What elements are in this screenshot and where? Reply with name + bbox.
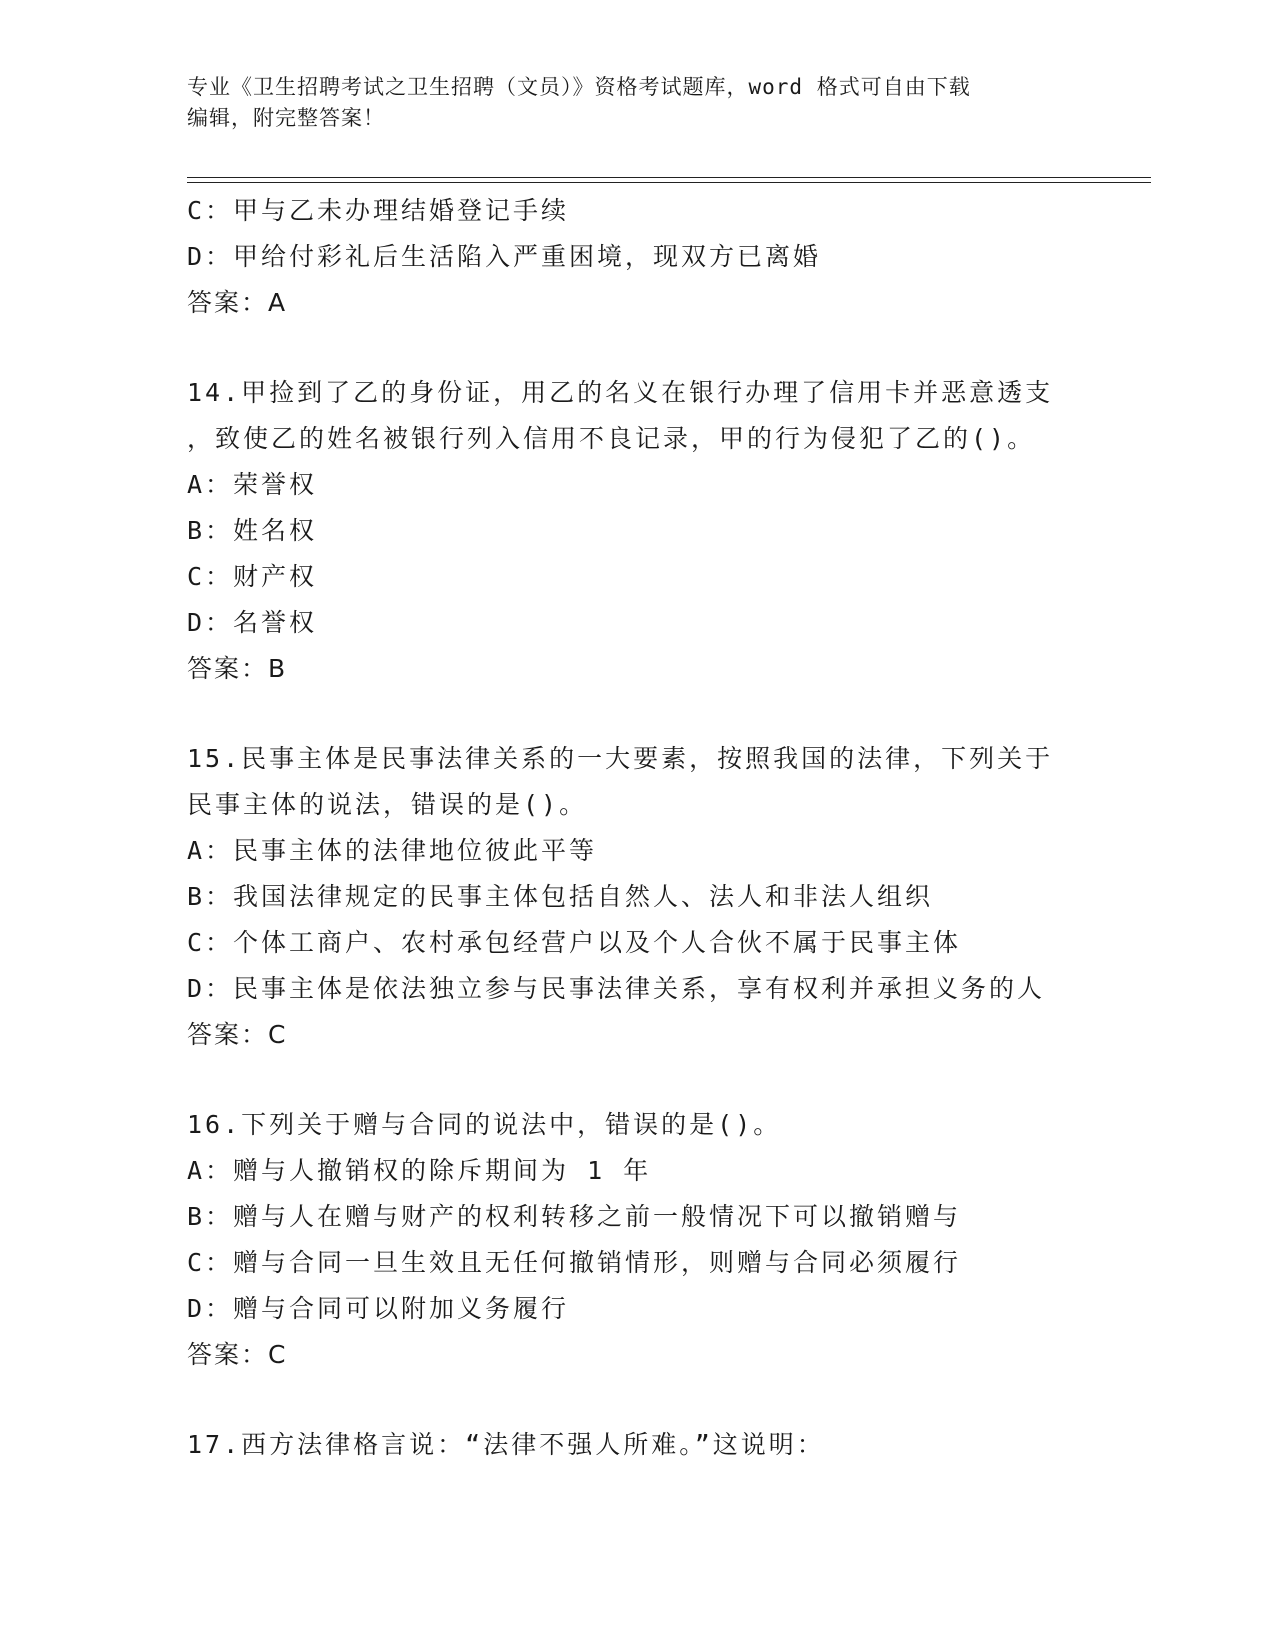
option-c: C：赠与合同一旦生效且无任何撤销情形，则赠与合同必须履行 bbox=[187, 1248, 962, 1277]
option-d: D：民事主体是依法独立参与民事法律关系，享有权利并承担义务的人 bbox=[187, 974, 1046, 1003]
question-stem: 15.民事主体是民事法律关系的一大要素，按照我国的法律，下列关于 bbox=[187, 744, 1054, 773]
header-divider-bottom bbox=[187, 182, 1151, 183]
option-a: A：荣誉权 bbox=[187, 470, 318, 499]
option-c: C：财产权 bbox=[187, 562, 318, 591]
question-stem: 16.下列关于赠与合同的说法中，错误的是()。 bbox=[187, 1110, 782, 1139]
question-list bbox=[187, 188, 1107, 1468]
option-b: B：姓名权 bbox=[187, 516, 318, 545]
option-d: D：名誉权 bbox=[187, 608, 318, 637]
question-stem-cont: ，致使乙的姓名被银行列入信用不良记录，甲的行为侵犯了乙的()。 bbox=[187, 424, 1036, 453]
header-line-1: 专业《卫生招聘考试之卫生招聘（文员）》资格考试题库，word 格式可自由下载 bbox=[187, 75, 971, 99]
question-15 bbox=[187, 736, 1107, 1058]
option-c: C：个体工商户、农村承包经营户以及个人合伙不属于民事主体 bbox=[187, 928, 962, 957]
option-d: D：赠与合同可以附加义务履行 bbox=[187, 1294, 570, 1323]
option-b: B：我国法律规定的民事主体包括自然人、法人和非法人组织 bbox=[187, 882, 934, 911]
document-header bbox=[187, 72, 1087, 134]
option-a: A：民事主体的法律地位彼此平等 bbox=[187, 836, 598, 865]
question-16 bbox=[187, 1102, 1107, 1378]
question-17 bbox=[187, 1422, 1107, 1468]
header-line-2: 编辑，附完整答案！ bbox=[187, 106, 385, 130]
header-divider-top bbox=[187, 177, 1151, 178]
option-d: D：甲给付彩礼后生活陷入严重困境，现双方已离婚 bbox=[187, 242, 822, 271]
question-13 bbox=[187, 188, 1107, 326]
question-stem-cont: 民事主体的说法，错误的是()。 bbox=[187, 790, 588, 819]
question-stem: 17.西方法律格言说：“法律不强人所难。”这说明： bbox=[187, 1430, 825, 1459]
question-stem: 14.甲捡到了乙的身份证，用乙的名义在银行办理了信用卡并恶意透支 bbox=[187, 378, 1054, 407]
answer: 答案：A bbox=[187, 288, 288, 317]
answer: 答案：B bbox=[187, 654, 288, 683]
answer: 答案：C bbox=[187, 1340, 288, 1369]
answer: 答案：C bbox=[187, 1020, 288, 1049]
question-14 bbox=[187, 370, 1107, 692]
option-b: B：赠与人在赠与财产的权利转移之前一般情况下可以撤销赠与 bbox=[187, 1202, 962, 1231]
option-a: A：赠与人撤销权的除斥期间为 1 年 bbox=[187, 1156, 652, 1185]
option-c: C：甲与乙未办理结婚登记手续 bbox=[187, 196, 570, 225]
